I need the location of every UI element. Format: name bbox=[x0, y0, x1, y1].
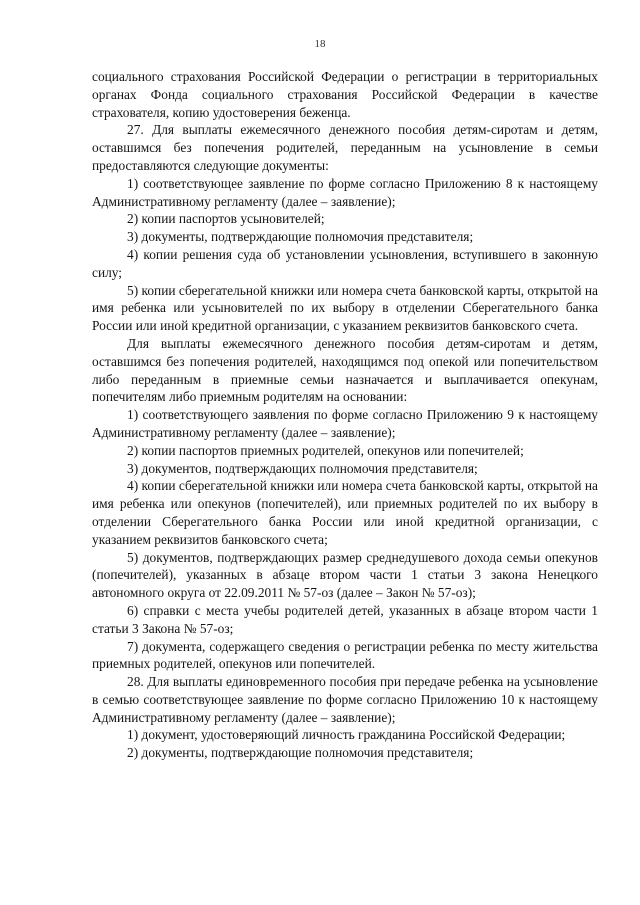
paragraph: 4) копии сберегательной книжки или номера счета банковской карты, открытой на имя ребенка или опекунов (попечителей), или приемных родителей по их выбору в отделении Сберегательного банка России или иной кредитной организации, с указанием реквизитов банковского счета; bbox=[92, 478, 598, 547]
paragraph: 5) копии сберегательной книжки или номера счета банковской карты, открытой на имя ребенка или усыновителей по их выбору в отделении Сберегательного банка России или иной кредитной организации, с указанием реквизитов банковского счета. bbox=[92, 282, 598, 334]
paragraph: 1) соответствующее заявление по форме согласно Приложению 8 к настоящему Административному регламенту (далее – заявление); bbox=[92, 175, 598, 209]
paragraph: 1) соответствующего заявления по форме согласно Приложению 9 к настоящему Административному регламенту (далее – заявление); bbox=[92, 407, 598, 440]
paragraph: 27. Для выплаты ежемесячного денежного пособия детям-сиротам и детям, оставшимся без попечения родителей, переданным на усыновление в семьи предоставляются следующие документы: bbox=[92, 122, 598, 173]
paragraph: 1) документ, удостоверяющий личность гражданина Российской Федерации; bbox=[127, 727, 566, 743]
paragraph: 5) документов, подтверждающих размер среднедушевого дохода семьи опекунов (попечителей), указанных в абзаце втором части 1 статьи 3 закона Ненецкого автономного округа от 22.09.2011 № 57-оз (далее – Закон № 57-оз); bbox=[92, 549, 598, 601]
paragraph: 6) справки с места учебы родителей детей, указанных в абзаце втором части 1 статьи 3 Закона № 57-оз; bbox=[92, 602, 598, 636]
paragraph: 2) копии паспортов приемных родителей, опекунов или попечителей; bbox=[127, 442, 524, 458]
page-number: 18 bbox=[314, 38, 326, 50]
paragraph: Для выплаты ежемесячного денежного пособия детям-сиротам и детям, оставшимся без попечения родителей, находящимся под опекой или попечительством либо переданным в приемные семьи назначается и выплачивается опекунам, попечителям либо приемным родителям на основании: bbox=[92, 335, 598, 405]
paragraph: социального страхования Российской Федерации о регистрации в территориальных органах Фонда социального страхования Российской Федерации в качестве страхователя, копию удостоверения беженца. bbox=[92, 69, 598, 120]
paragraph: 7) документа, содержащего сведения о регистрации ребенка по месту жительства приемных родителей, опекунов или попечителей. bbox=[92, 638, 598, 672]
paragraph: 28. Для выплаты единовременного пособия при передаче ребенка на усыновление в семью соответствующее заявление по форме согласно Приложению 10 к настоящему Административному регламенту (далее – заявление); bbox=[92, 674, 598, 725]
document-body bbox=[92, 68, 598, 762]
paragraph: 2) документы, подтверждающие полномочия представителя; bbox=[127, 745, 474, 761]
paragraph: 4) копии решения суда об установлении усыновления, вступившего в законную силу; bbox=[92, 246, 598, 280]
paragraph: 3) документов, подтверждающих полномочия представителя; bbox=[127, 460, 478, 476]
paragraph: 3) документы, подтверждающие полномочия представителя; bbox=[127, 229, 474, 245]
paragraph: 2) копии паспортов усыновителей; bbox=[127, 211, 325, 227]
